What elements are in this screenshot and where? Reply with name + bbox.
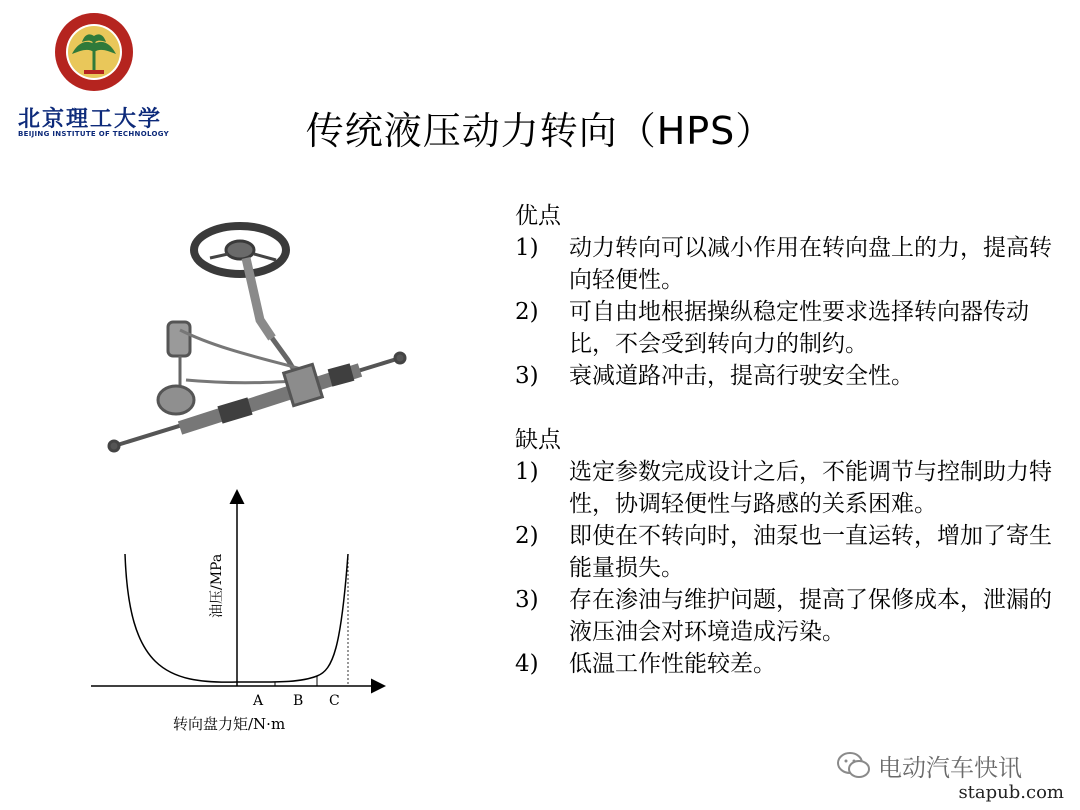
item-number: 1) [515,235,539,261]
slide-title: 传统液压动力转向（HPS） [305,109,775,153]
item-text: 选定参数完成设计之后，不能调节与控制助力特性，协调轻便性与路感的关系困难。 [569,459,1052,517]
university-name-cn: 北京理工大学 [18,106,163,132]
item-number: 3) [515,587,539,613]
steering-system-image [100,210,420,470]
university-emblem-icon [54,12,134,92]
watermark-text: 电动汽车快讯 [878,754,1022,782]
item-number: 1) [515,459,539,485]
list-item [515,296,1055,360]
y-axis-label: 油压/MPa [209,553,225,618]
university-name-en: BEIJING INSTITUTE OF TECHNOLOGY [18,130,169,138]
item-number: 2) [515,299,539,325]
content-text [515,200,1055,680]
item-text: 可自由地根据操纵稳定性要求选择转向器传动比，不会受到转向力的制约。 [569,299,1029,357]
list-item [515,584,1055,648]
pressure-torque-chart [85,488,415,738]
item-number: 2) [515,523,539,549]
site-url: stapub.com [958,782,1064,803]
item-number: 3) [515,363,539,389]
item-text: 即使在不转向时，油泵也一直运转，增加了寄生能量损失。 [569,523,1052,581]
item-text: 动力转向可以减小作用在转向盘上的力，提高转向轻便性。 [569,235,1052,293]
wechat-icon [836,751,872,781]
list-item [515,520,1055,584]
list-item [515,232,1055,296]
item-text: 存在渗油与维护问题，提高了保修成本，泄漏的液压油会对环境造成污染。 [569,587,1052,645]
list-item [515,456,1055,520]
disadvantages-heading: 缺点 [515,427,561,453]
tick-label-a: A [253,693,264,709]
x-axis-label: 转向盘力矩/N·m [173,715,286,733]
watermark [836,748,1022,783]
item-text: 低温工作性能较差。 [569,651,776,677]
item-text: 衰减道路冲击，提高行驶安全性。 [569,363,914,389]
list-item [515,360,1055,392]
tick-label-b: B [293,693,304,709]
item-number: 4) [515,651,539,677]
advantages-heading: 优点 [515,203,561,229]
list-item [515,648,1055,680]
tick-label-c: C [329,693,340,709]
